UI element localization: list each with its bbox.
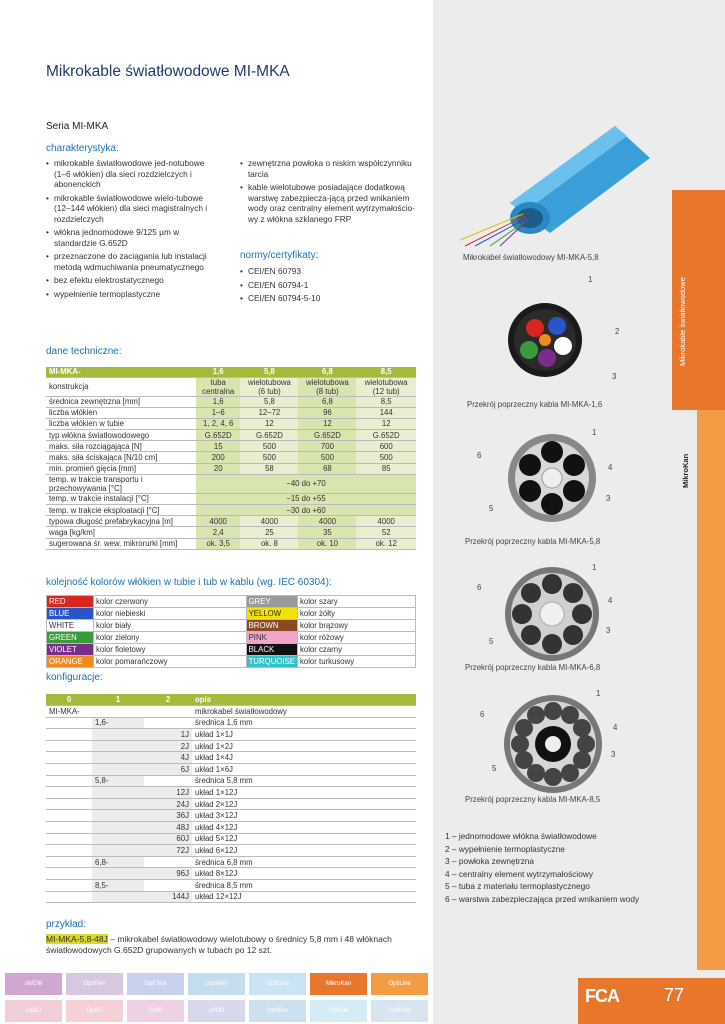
nav-tab[interactable]: OptiPlan [371,1000,428,1022]
feature-item: • mikrokable światłowodowe wielo-tubowe (12–144 włókien) dla sieci magistralnych i rozdzielczych [46,193,216,225]
color-row [47,656,416,668]
tech-row [46,527,416,538]
config-cell [92,845,144,857]
tech-cell: typowa długość prefabrykacyjna [m] [46,516,196,527]
tech-cell: 4000 [240,516,298,527]
color-name: kolor brązowy [297,620,415,632]
feature-item: • bez efektu elektrostatycznego [46,275,216,286]
tech-cell: 8,5 [356,396,416,407]
caption-cable: Mikrokabel światłowodowy MI-MKA-5,8 [463,253,599,262]
tech-cell: maks. siła rozciągająca [N] [46,441,196,452]
tech-cell: G.652D [356,430,416,441]
section-strip [697,410,725,970]
config-cell: 4J [144,752,192,764]
color-swatch: BLACK [246,644,297,656]
config-row [46,845,416,857]
config-cell [46,856,92,868]
color-swatch: BROWN [246,620,297,632]
cross-section-8-5 [502,693,604,795]
feature-item: • mikrokable światłowodowe jed-notubowe (1–6 włókien) dla sieci rozdzielczych i abonenckich [46,158,216,190]
config-cell: układ 12×12J [192,891,416,903]
config-cell: 36J [144,810,192,822]
legend-item: 2 – wypełnienie termoplastyczne [445,843,565,854]
page-number: 77 [664,985,685,1005]
config-row [46,775,416,787]
config-row [46,856,416,868]
config-cell [144,880,192,892]
tech-row [46,538,416,549]
tech-cell: 700 [298,441,356,452]
config-cell [92,764,144,776]
norms-list [240,266,420,307]
tech-cell: 4000 [356,516,416,527]
config-cell: 1,6- [92,717,144,729]
example-code: MI-MKA-5,8-48J [46,934,108,944]
color-swatch: ORANGE [47,656,94,668]
config-row [46,764,416,776]
color-name: kolor czarny [297,644,415,656]
tech-cell: 20 [196,463,240,474]
color-row [47,644,416,656]
tech-header-cell: 5,8 [240,367,298,377]
color-name: kolor niebieski [94,608,247,620]
config-cell [46,845,92,857]
caption-6-8: Przekrój poprzeczny kabla MI-MKA-6,8 [465,663,601,672]
config-cell [92,798,144,810]
config-cell: 48J [144,822,192,834]
color-swatch: RED [47,596,94,608]
config-cell [46,798,92,810]
config-cell [92,787,144,799]
nav-tab[interactable]: sWDM [5,973,62,995]
example-description: – mikrokabel światłowodowy wielotubowy o średnicy 5,8 mm i 48 włóknach światłowodowych G.652D grupowanych w tubach po 12 szt. [46,934,392,955]
config-cell [46,880,92,892]
label-6: 6 [477,451,482,460]
config-cell: układ 3×12J [192,810,416,822]
config-cell [92,752,144,764]
tech-cell: tuba centralna [196,377,240,396]
config-cell: układ 1×1J [192,729,416,741]
tech-row [46,463,416,474]
tech-cell: 500 [356,452,416,463]
tech-row [46,418,416,429]
tech-cell: 600 [356,441,416,452]
config-cell [92,868,144,880]
tech-cell: 15 [196,441,240,452]
color-swatch: WHITE [47,620,94,632]
fca-logo: FCA [585,986,619,1006]
tech-cell: ok. 3,5 [196,538,240,549]
feature-item: • przeznaczone do zaciągania lub instalacji metodą wdmuchiwania pneumatycznego [46,251,216,272]
label-3: 3 [606,494,611,503]
config-cell: 8,5- [92,880,144,892]
config-cell [92,729,144,741]
tech-row [46,493,416,504]
tech-header-cell: MI-MKA- [46,367,196,377]
tech-header-cell: 1,6 [196,367,240,377]
config-row [46,717,416,729]
config-cell [92,810,144,822]
tech-cell: ok. 8 [240,538,298,549]
tech-row [46,516,416,527]
config-cell [144,706,192,718]
tech-cell: wielotubowa (8 tub) [298,377,356,396]
tech-header-row [46,367,416,377]
tech-cell: G.652D [240,430,298,441]
config-cell: 72J [144,845,192,857]
tech-table [46,367,416,550]
tech-cell: 1–6 [196,407,240,418]
label-5: 5 [492,764,497,773]
config-cell [144,775,192,787]
label-5: 5 [489,637,494,646]
tech-row [46,407,416,418]
label-3: 3 [612,372,617,381]
color-name: kolor fioletowy [94,644,247,656]
norm-item: • CEI/EN 60793 [240,266,420,277]
config-cell [46,891,92,903]
color-row [47,596,416,608]
config-cell: średnica 8,5 mm [192,880,416,892]
tech-row [46,430,416,441]
config-cell [46,775,92,787]
config-cell: 24J [144,798,192,810]
tech-cell: 4000 [196,516,240,527]
tech-heading: dane techniczne: [46,346,122,357]
config-cell: średnica 5,8 mm [192,775,416,787]
tech-row [46,474,416,493]
feature-item: • zewnętrzna powłoka o niskim współczynniku tarcia [240,158,420,179]
legend-item: 1 – jednomodowe włókna światłowodowe [445,831,597,841]
config-cell: 1J [144,729,192,741]
tech-cell: 58 [240,463,298,474]
tech-cell: typ włókna światłowodowego [46,430,196,441]
tech-row [46,505,416,516]
page-title: Mikrokable światłowodowe MI-MKA [46,63,290,80]
config-header-cell: 0 [46,694,92,706]
tech-header-cell: 6,8 [298,367,356,377]
config-header-cell: 1 [92,694,144,706]
config-row [46,822,416,834]
config-cell: 96J [144,868,192,880]
config-cell [46,868,92,880]
tech-cell: −15 do +55 [196,493,416,504]
tech-cell: 500 [240,441,298,452]
label-1: 1 [596,689,601,698]
nav-tab[interactable]: OptiFlex [66,973,123,995]
config-cell [46,810,92,822]
config-row [46,833,416,845]
tech-row [46,396,416,407]
tech-cell: 12 [356,418,416,429]
config-cell [46,729,92,741]
example-text [46,934,421,956]
caption-1-6: Przekrój poprzeczny kabla MI-MKA-1,6 [467,400,603,409]
nav-tab[interactable]: sPON [188,1000,245,1022]
color-swatch: PINK [246,632,297,644]
config-cell: 2J [144,740,192,752]
tech-cell: −40 do +70 [196,474,416,493]
tech-cell: 200 [196,452,240,463]
color-swatch: VIOLET [47,644,94,656]
color-row [47,608,416,620]
tech-cell: −30 do +60 [196,505,416,516]
cross-section-5-8 [506,432,598,524]
config-cell [92,740,144,752]
tech-cell: wielotubowa (6 tub) [240,377,298,396]
color-row [47,620,416,632]
tech-cell: 500 [298,452,356,463]
tech-cell: ok. 10 [298,538,356,549]
tech-cell: maks. siła ściskająca [N/10 cm] [46,452,196,463]
config-cell [46,787,92,799]
color-name: kolor pomarańczowy [94,656,247,668]
tech-cell: 1, 2, 4, 6 [196,418,240,429]
caption-8-5: Przekrój poprzeczny kabla MI-MKA-8,5 [465,795,601,804]
label-1: 1 [592,563,597,572]
config-cell [92,891,144,903]
nav-tab[interactable]: OptiD [5,1000,62,1022]
label-4: 4 [613,723,618,732]
feature-item: • kable wielotubowe posiadające dodatkową warstwę zabezpiecza-jącą przed wnikaniem wody oraz centralny element wytrzymałościo-wy z włókna szklanego FRP [240,182,420,224]
nav-tab[interactable]: OptiMetr [188,973,245,995]
config-table [46,694,416,903]
example-heading: przykład: [46,919,87,930]
config-row [46,706,416,718]
cross-section-1-6 [505,300,585,380]
config-header-cell: 2 [144,694,192,706]
tech-cell: liczba włókien w tubie [46,418,196,429]
tech-cell: 12–72 [240,407,298,418]
color-name: kolor żółty [297,608,415,620]
nav-tab[interactable]: OptiBox [249,1000,306,1022]
color-name: kolor biały [94,620,247,632]
tech-cell: 6,8 [298,396,356,407]
label-1: 1 [592,428,597,437]
tech-cell: G.652D [298,430,356,441]
config-row [46,798,416,810]
label-2: 2 [615,327,620,336]
config-cell [144,856,192,868]
tech-cell: 12 [298,418,356,429]
tech-cell: temp. w trakcie eksploatacji [°C] [46,505,196,516]
label-4: 4 [608,596,613,605]
config-row [46,740,416,752]
tech-header-cell: 8,5 [356,367,416,377]
features-list-right [240,158,420,227]
config-cell [46,833,92,845]
color-name: kolor zielony [94,632,247,644]
config-header-row [46,694,416,706]
nav-tab[interactable]: MikroKan [310,973,367,995]
config-cell [46,822,92,834]
tech-cell: 52 [356,527,416,538]
label-3: 3 [611,750,616,759]
colors-heading: kolejność kolorów włókien w tubie i tub w kablu (wg. IEC 60304): [46,577,332,588]
config-row [46,880,416,892]
legend-item: 3 – powłoka zewnętrzna [445,856,535,866]
label-4: 4 [608,463,613,472]
color-swatch: YELLOW [246,608,297,620]
config-cell: średnica 1,6 mm [192,717,416,729]
color-swatch: GREEN [47,632,94,644]
tech-cell: 1,6 [196,396,240,407]
colors-table [46,595,416,668]
norm-item: • CEI/EN 60794-1 [240,280,420,291]
config-row [46,810,416,822]
config-cell: mikrokabel światłowodowy [192,706,416,718]
features-heading: charakterystyka: [46,143,119,154]
config-cell: układ 1×12J [192,787,416,799]
config-header-cell: opis [192,694,416,706]
config-cell: układ 6×12J [192,845,416,857]
nav-tab[interactable]: OptiFi [66,1000,123,1022]
label-5: 5 [489,504,494,513]
cross-section-6-8 [503,565,601,663]
tech-cell: konstrukcja [46,377,196,396]
config-cell: układ 5×12J [192,833,416,845]
legend-item: 5 – tuba z materiału termoplastycznego [445,881,590,891]
config-cell: 60J [144,833,192,845]
config-cell [46,717,92,729]
label-6: 6 [480,710,485,719]
tech-cell: wielotubowa (12 tub) [356,377,416,396]
config-row [46,787,416,799]
legend-list [445,830,675,905]
config-row [46,729,416,741]
nav-tab[interactable]: OptiE [127,1000,184,1022]
label-3: 3 [606,626,611,635]
tech-cell: 4000 [298,516,356,527]
side-label-mikrokan: MikroKan [681,453,690,488]
tech-row [46,441,416,452]
config-cell [144,717,192,729]
config-cell: 6J [144,764,192,776]
tech-cell: 12 [240,418,298,429]
tech-cell: G.652D [196,430,240,441]
legend-item: 4 – centralny element wytrzymałościowy [445,868,594,879]
nav-tab[interactable]: OptiGrid [249,973,306,995]
tech-cell: 85 [356,463,416,474]
config-row [46,891,416,903]
config-cell: układ 2×12J [192,798,416,810]
label-6: 6 [477,583,482,592]
config-heading: konfiguracje: [46,672,103,683]
tech-cell: 144 [356,407,416,418]
series-label: Seria MI-MKA [46,121,109,132]
config-cell: 12J [144,787,192,799]
cable-photo [455,118,655,248]
color-swatch: TURQUOISE [246,656,297,668]
feature-item: • wypełnienie termoplastyczne [46,289,216,300]
nav-tab[interactable]: OptiDel [310,1000,367,1022]
color-swatch: BLUE [47,608,94,620]
tech-cell: 500 [240,452,298,463]
tech-cell: 35 [298,527,356,538]
tech-cell: 25 [240,527,298,538]
tech-cell: temp. w trakcie transportu i przechowywania [°C] [46,474,196,493]
tech-cell: 68 [298,463,356,474]
config-row [46,868,416,880]
config-cell: 6,8- [92,856,144,868]
side-label: Mikrokable światłowodowe [678,277,687,366]
nav-tab[interactable]: OptiTest [127,973,184,995]
color-name: kolor różowy [297,632,415,644]
tech-cell: waga [kg/km] [46,527,196,538]
config-cell [46,764,92,776]
nav-tab[interactable]: OptiLine [371,973,428,995]
tech-row [46,452,416,463]
tech-row [46,377,416,396]
config-cell: układ 4×12J [192,822,416,834]
color-swatch: GREY [246,596,297,608]
config-cell: układ 8×12J [192,868,416,880]
config-cell: MI-MKA- [46,706,92,718]
config-cell: układ 1×4J [192,752,416,764]
config-row [46,752,416,764]
config-cell: 144J [144,891,192,903]
config-cell: układ 1×2J [192,740,416,752]
config-cell [92,833,144,845]
color-name: kolor szary [297,596,415,608]
tech-cell: temp. w trakcie instalacji [°C] [46,493,196,504]
tech-cell: 2,4 [196,527,240,538]
config-cell [92,706,144,718]
tech-cell: 5,8 [240,396,298,407]
color-row [47,632,416,644]
norm-item: • CEI/EN 60794-5-10 [240,293,420,304]
feature-item: • włókna jednomodowe 9/125 µm w standardzie G.652D [46,227,216,248]
tech-cell: 96 [298,407,356,418]
color-name: kolor czerwony [94,596,247,608]
config-cell [46,740,92,752]
color-name: kolor turkusowy [297,656,415,668]
norms-heading: normy/certyfikaty: [240,250,319,261]
config-cell [46,752,92,764]
config-cell: 5,8- [92,775,144,787]
config-cell [92,822,144,834]
tech-cell: ok. 12 [356,538,416,549]
tech-cell: sugerowana śr. wew. mikrorurki [mm] [46,538,196,549]
tech-cell: średnica zewnętrzna [mm] [46,396,196,407]
legend-item: 6 – warstwa zabezpieczająca przed wnikaniem wody [445,893,640,904]
tech-cell: liczba włókien [46,407,196,418]
tech-cell: min. promień gięcia [mm] [46,463,196,474]
label-1: 1 [588,275,593,284]
features-list-left [46,158,216,302]
config-cell: układ 1×6J [192,764,416,776]
caption-5-8: Przekrój poprzeczny kabla MI-MKA-5,8 [465,537,601,546]
config-cell: średnica 6,8 mm [192,856,416,868]
